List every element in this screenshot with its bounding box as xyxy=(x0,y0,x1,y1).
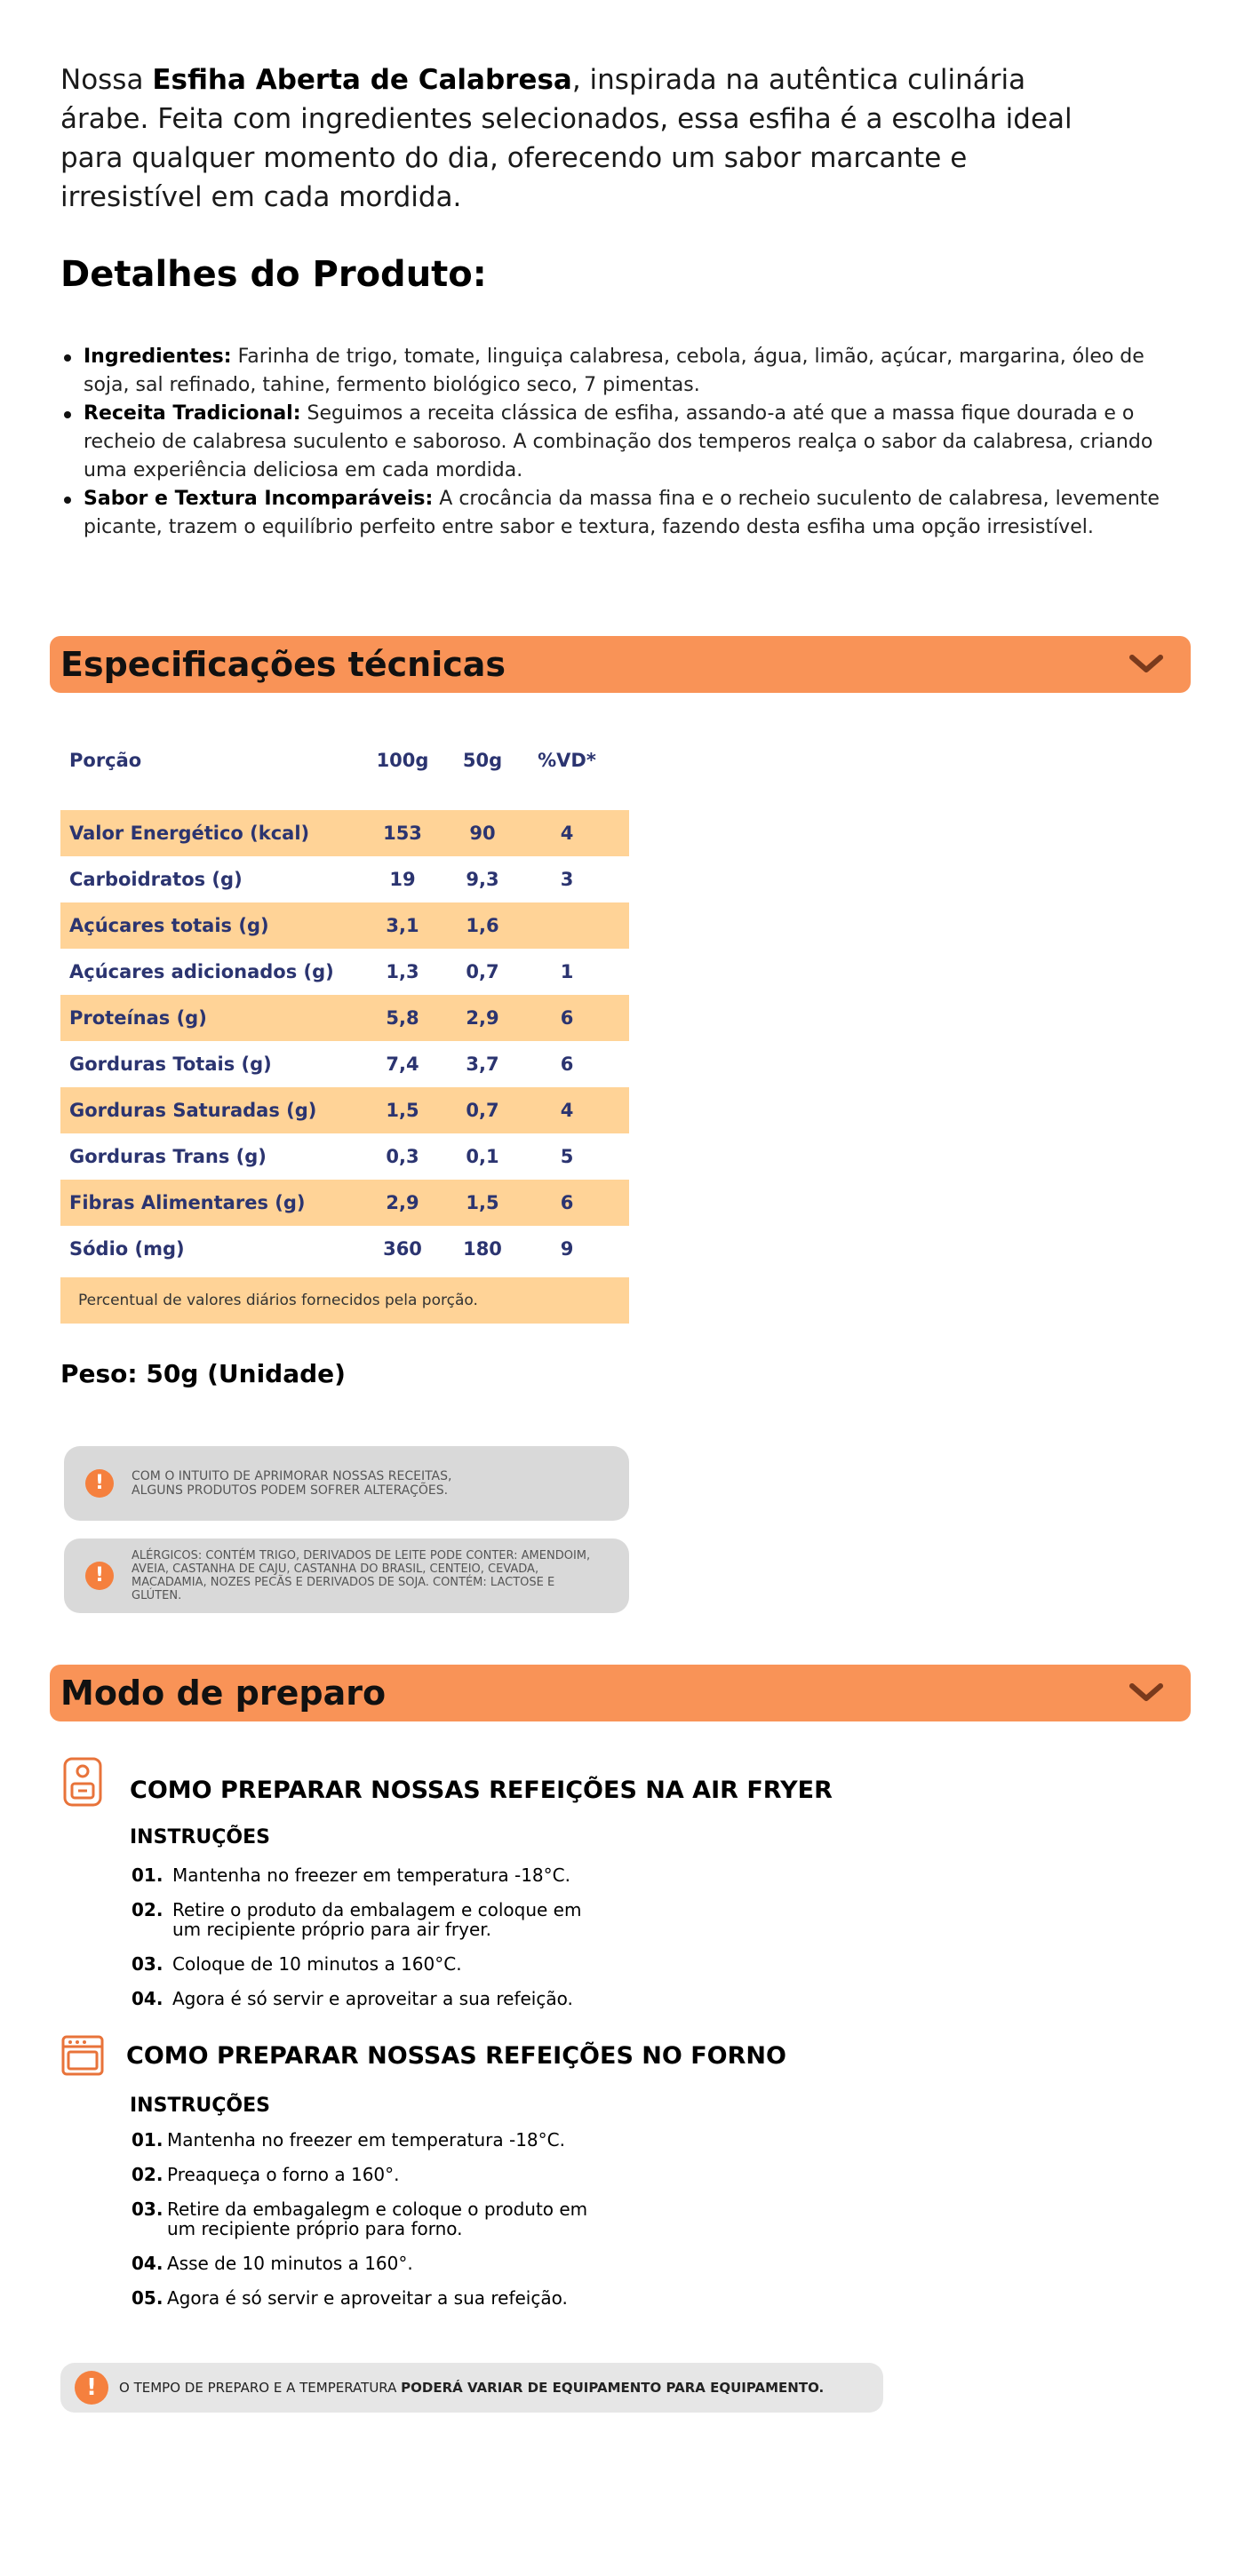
nutrition-header-row xyxy=(60,734,629,787)
specs-title: Especificações técnicas xyxy=(60,645,506,684)
oven-icon xyxy=(60,2034,105,2077)
value-vd: 4 xyxy=(560,1100,574,1121)
notice-text-regular: O TEMPO DE PREPARO E A TEMPERATURA xyxy=(119,2380,402,2396)
list-item xyxy=(132,2288,602,2308)
value-50g: 3,7 xyxy=(466,1053,499,1075)
header-portion: Porção xyxy=(69,750,142,771)
value-vd: 4 xyxy=(560,823,574,844)
intro-text: , inspirada na autêntica culinária árabe. Feita com ingredientes selecionados, essa esfiha é a escolha ideal para qualquer momento do dia, oferecendo um sabor marcante e irresistível em cada mordida. xyxy=(60,64,1073,213)
header-50g: 50g xyxy=(462,750,503,771)
list-item xyxy=(132,2165,602,2184)
details-item-label: Sabor e Textura Incomparáveis: xyxy=(84,488,434,510)
oven-title: COMO PREPARAR NOSSAS REFEIÇÕES NO FORNO xyxy=(126,2041,786,2070)
exclamation-icon: ! xyxy=(75,2371,108,2405)
step-number: 01. xyxy=(132,2129,163,2151)
details-list xyxy=(60,343,1180,542)
value-vd: 5 xyxy=(560,1146,574,1167)
air-fryer-icon xyxy=(60,1755,105,1809)
value-50g: 0,7 xyxy=(466,961,499,982)
value-100g: 2,9 xyxy=(386,1192,419,1213)
table-row xyxy=(60,949,629,995)
table-row xyxy=(60,1133,629,1180)
product-weight: Peso: 50g (Unidade) xyxy=(60,1359,346,1388)
value-vd: 6 xyxy=(560,1007,574,1029)
value-50g: 180 xyxy=(463,1238,502,1260)
nutrient-name: Valor Energético (kcal) xyxy=(69,823,310,844)
product-name: Esfiha Aberta de Calabresa xyxy=(152,64,572,96)
step-text: Retire o produto da embalagem e coloque em um recipiente próprio para air fryer. xyxy=(172,1899,582,1940)
value-100g: 1,3 xyxy=(386,961,419,982)
specs-accordion-header[interactable] xyxy=(50,636,1191,693)
nutrient-name: Proteínas (g) xyxy=(69,1007,207,1029)
step-text: Mantenha no freezer em temperatura -18°C. xyxy=(172,1864,570,1886)
step-text: Mantenha no freezer em temperatura -18°C. xyxy=(167,2129,565,2151)
prep-time-notice xyxy=(60,2363,883,2413)
intro-prefix: Nossa xyxy=(60,64,153,96)
value-vd: 3 xyxy=(560,869,574,890)
nutrient-name: Açúcares adicionados (g) xyxy=(69,961,334,982)
step-text: Agora é só servir e aproveitar a sua refeição. xyxy=(167,2287,568,2309)
nutrition-footnote: Percentual de valores diários fornecidos pela porção. xyxy=(60,1277,629,1324)
details-item-text: A crocância da massa fina e o recheio suculento de calabresa, levemente picante, trazem o equilíbrio perfeito entre sabor e textura, fazendo desta esfiha uma opção irresistível. xyxy=(84,488,1160,538)
details-item-label: Ingredientes: xyxy=(84,346,232,368)
value-50g: 1,5 xyxy=(466,1192,499,1213)
prep-accordion-header[interactable] xyxy=(50,1665,1191,1721)
details-item-text: Farinha de trigo, tomate, linguiça calabresa, cebola, água, limão, açúcar, margarina, óleo de soja, sal refinado, tahine, fermento biológico seco, 7 pimentas. xyxy=(84,346,1144,396)
nutrient-name: Sódio (mg) xyxy=(69,1238,185,1260)
nutrient-name: Fibras Alimentares (g) xyxy=(69,1192,306,1213)
table-row xyxy=(60,1226,629,1272)
value-100g: 0,3 xyxy=(386,1146,419,1167)
notice-text: ALÉRGICOS: CONTÉM TRIGO, DERIVADOS DE LEITE PODE CONTER: AMENDOIM, AVEIA, CASTANHA DE CAJU, CASTANHA DO BRASIL, CENTEIO, CEVADA, MACADAMIA, NOZES PECÃS E DERIVADOS DE SOJA. CONTÉM: LACTOSE E GLÚTEN. xyxy=(132,1549,591,1602)
step-number: 03. xyxy=(132,2198,163,2220)
step-number: 05. xyxy=(132,2287,163,2309)
step-number: 03. xyxy=(132,1953,163,1975)
nutrient-name: Açúcares totais (g) xyxy=(69,915,269,936)
nutrient-name: Carboidratos (g) xyxy=(69,869,243,890)
notice-text xyxy=(119,2380,824,2396)
table-row xyxy=(60,856,629,902)
chevron-down-icon[interactable] xyxy=(1128,1675,1164,1711)
oven-section-header xyxy=(60,2034,786,2077)
value-100g: 153 xyxy=(383,823,422,844)
step-number: 01. xyxy=(132,1864,163,1886)
value-vd: 9 xyxy=(560,1238,574,1260)
details-title: Detalhes do Produto: xyxy=(60,254,487,295)
value-vd: 1 xyxy=(560,961,574,982)
value-50g: 90 xyxy=(469,823,496,844)
value-vd: 6 xyxy=(560,1192,574,1213)
notice-text-bold: PODERÁ VARIAR DE EQUIPAMENTO PARA EQUIPAMENTO. xyxy=(401,2380,825,2396)
product-intro xyxy=(60,60,1073,217)
exclamation-icon: ! xyxy=(85,1562,114,1590)
airfryer-section-header xyxy=(60,1755,833,1809)
table-row xyxy=(60,810,629,856)
oven-instructions-label: INSTRUÇÕES xyxy=(130,2095,270,2117)
value-vd: 6 xyxy=(560,1053,574,1075)
step-text: Coloque de 10 minutos a 160°C. xyxy=(172,1953,462,1975)
value-100g: 360 xyxy=(383,1238,422,1260)
value-50g: 1,6 xyxy=(466,915,499,936)
notice-text: COM O INTUITO DE APRIMORAR NOSSAS RECEITAS, ALGUNS PRODUTOS PODEM SOFRER ALTERAÇÕES. xyxy=(132,1469,452,1498)
header-vd: %VD* xyxy=(538,750,596,771)
table-row xyxy=(60,1041,629,1087)
value-100g: 19 xyxy=(389,869,416,890)
prep-title: Modo de preparo xyxy=(60,1674,387,1713)
step-text: Agora é só servir e aproveitar a sua refeição. xyxy=(172,1988,573,2009)
list-item xyxy=(132,1989,599,2008)
airfryer-title: COMO PREPARAR NOSSAS REFEIÇÕES NA AIR FRYER xyxy=(130,1776,833,1804)
table-row xyxy=(60,995,629,1041)
list-item xyxy=(132,2254,602,2273)
details-item-label: Receita Tradicional: xyxy=(84,402,301,425)
notice-allergens xyxy=(64,1538,629,1613)
details-item-flavor xyxy=(60,485,1180,542)
step-text: Retire da embagalegm e coloque o produto em um recipiente próprio para forno. xyxy=(167,2198,588,2239)
step-number: 04. xyxy=(132,1988,163,2009)
notice-recipe-changes xyxy=(64,1446,629,1521)
value-50g: 9,3 xyxy=(466,869,499,890)
nutrient-name: Gorduras Saturadas (g) xyxy=(69,1100,317,1121)
step-text: Preaqueça o forno a 160°. xyxy=(167,2164,400,2185)
step-number: 02. xyxy=(132,2164,163,2185)
step-text: Asse de 10 minutos a 160°. xyxy=(167,2253,413,2274)
table-row xyxy=(60,1087,629,1133)
value-100g: 5,8 xyxy=(386,1007,419,1029)
list-item xyxy=(132,2199,602,2238)
airfryer-instructions-label: INSTRUÇÕES xyxy=(130,1826,270,1849)
value-100g: 1,5 xyxy=(386,1100,419,1121)
list-item xyxy=(132,1865,599,1885)
step-number: 04. xyxy=(132,2253,163,2274)
step-number: 02. xyxy=(132,1899,163,1920)
details-item-recipe xyxy=(60,400,1180,485)
table-row xyxy=(60,902,629,949)
list-item xyxy=(132,1900,599,1939)
details-item-text: Seguimos a receita clássica de esfiha, assando-a até que a massa fique dourada e o recheio de calabresa suculento e saboroso. A combinação dos temperos realça o sabor da calabresa, criando uma experiência deliciosa em cada mordida. xyxy=(84,402,1153,481)
exclamation-icon: ! xyxy=(85,1469,114,1498)
details-item-ingredients xyxy=(60,343,1180,400)
value-50g: 2,9 xyxy=(466,1007,499,1029)
nutrition-table xyxy=(60,734,629,1324)
list-item xyxy=(132,1954,599,1974)
airfryer-steps xyxy=(132,1865,599,2023)
table-row xyxy=(60,1180,629,1226)
nutrient-name: Gorduras Totais (g) xyxy=(69,1053,272,1075)
list-item xyxy=(132,2130,602,2150)
value-50g: 0,1 xyxy=(466,1146,499,1167)
oven-steps xyxy=(132,2130,602,2323)
value-50g: 0,7 xyxy=(466,1100,499,1121)
header-100g: 100g xyxy=(376,750,429,771)
chevron-down-icon[interactable] xyxy=(1128,647,1164,682)
value-100g: 3,1 xyxy=(386,915,419,936)
value-100g: 7,4 xyxy=(386,1053,419,1075)
nutrient-name: Gorduras Trans (g) xyxy=(69,1146,267,1167)
